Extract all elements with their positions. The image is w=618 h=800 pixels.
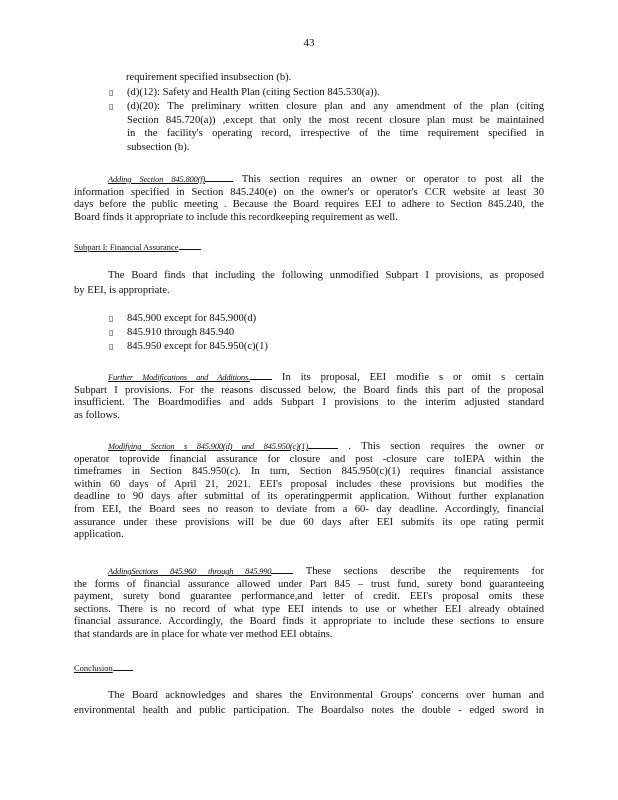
text-line: Board finds it appropriate to include this recordkeeping requirement as well. xyxy=(74,211,398,223)
text-line: insufficient. The Boardmodifies and adds Subpart I provisions to the interim adjusted standard xyxy=(74,397,544,409)
section-heading: Adding Section 845.800(f) xyxy=(108,174,206,184)
text-line: 845.950 except for 845.950(c)(1) xyxy=(127,341,268,352)
text-line: environmental health and public participation. The Boardalso notes the double - edged sword in xyxy=(74,704,544,716)
bullet-item xyxy=(109,87,544,100)
text-line: The Board acknowledges and shares the Environmental Groups' concerns over human and xyxy=(108,690,544,701)
text-line: 845.910 through 845.940 xyxy=(127,327,235,338)
underline-rule xyxy=(308,448,338,449)
section-heading: AddingSections 845.960 through 845.990 xyxy=(108,566,272,576)
page-number: 43 xyxy=(303,37,315,49)
carryover-line xyxy=(126,72,546,85)
subpart-heading: Subpart I: Financial Assurance xyxy=(74,242,179,252)
underline-rule xyxy=(113,670,133,671)
text-line: in the facility's operating record, irrespective of the time requirement specified in xyxy=(127,128,544,140)
text-line: payment, surety bond guarantee performance,and letter of credit. EEI's proposal omits these xyxy=(74,591,544,603)
text-line: Subpart I provisions. For the reasons discussed below, the Board finds this part of the proposal xyxy=(74,384,544,396)
bullet-item xyxy=(109,101,544,154)
text-line: the forms of financial assurance allowed under Part 845 – trust fund, surety bond guaranteeing xyxy=(74,578,544,590)
text-line: subsection (b). xyxy=(127,141,190,153)
text-line: by EEI, is appropriate. xyxy=(74,284,170,296)
text-line: This section requires an owner or operator to post all the xyxy=(241,174,544,185)
underline-rule xyxy=(179,249,201,250)
text-line: The Board finds that including the following unmodified Subpart I provisions, as proposed xyxy=(108,270,544,281)
text-line: as follows. xyxy=(74,409,120,421)
text-line: . This section requires the owner or xyxy=(348,441,544,452)
text-line: These sections describe the requirements for xyxy=(305,566,544,577)
conclusion-heading: Conclusion xyxy=(74,663,113,673)
section-heading: Further Modifications and Additions. xyxy=(108,372,250,382)
subpart-i-paragraph xyxy=(74,270,544,297)
text-line: days before the public meeting . Because the Board requires EEI to adhere to Section 845.240, the xyxy=(74,199,544,211)
conclusion-paragraph xyxy=(74,690,544,717)
conclusion-heading-row xyxy=(74,662,544,676)
text-line: within 60 days of April 21, 2021. EEI's proposal includes these provisions but modifies the xyxy=(74,478,544,490)
square-bullet-icon: ▯ xyxy=(109,102,114,111)
text-line: sections. There is no record of what type EEI intends to use or whether EEI already obtained xyxy=(74,603,544,615)
bullet-item xyxy=(109,327,234,340)
adding-845-960-paragraph xyxy=(74,565,544,642)
square-bullet-icon: ▯ xyxy=(109,88,114,97)
text-line: deadline to 90 days after submittal of its operatingpermit application. Without further explanation xyxy=(74,491,544,503)
text-line: In its proposal, EEI modifie s or omit s certain xyxy=(281,372,544,383)
text-line: requirement specified insubsection (b). xyxy=(126,72,292,83)
text-line: assurance under these provisions will be due 60 days after EEI submits its ope rating permit xyxy=(74,516,544,528)
text-line: timeframes in Section 845.950(c). In turn, Section 845.950(c)(1) requires financial assistance xyxy=(74,466,544,478)
section-845-800-paragraph xyxy=(74,173,544,224)
further-modifications-paragraph xyxy=(74,371,544,422)
text-line: operator toprovide financial assurance for closure and post -closure care toIEPA within the xyxy=(74,453,544,465)
square-bullet-icon: ▯ xyxy=(109,314,114,323)
text-line: 845.900 except for 845.900(d) xyxy=(127,313,257,324)
text-line: from EEI, the Board sees no reason to deviate from a 60- day deadline. Accordingly, financial xyxy=(74,503,544,515)
section-heading: Modifying Section s 845.900(d) and 845.950(c)(1) xyxy=(108,441,308,451)
text-line: information specified in Section 845.240(e) on the owner's or operator's CCR website at least 30 xyxy=(74,186,544,198)
subpart-i-heading-row xyxy=(74,241,544,255)
underline-rule xyxy=(205,181,233,182)
underline-rule xyxy=(250,379,272,380)
square-bullet-icon: ▯ xyxy=(109,342,114,351)
underline-rule xyxy=(271,573,293,574)
text-line: (d)(20): The preliminary written closure plan and any amendment of the plan (citing xyxy=(127,101,544,112)
text-line: Section 845.720(a)) ,except that only the most recent closure plan must be maintained xyxy=(127,114,544,126)
text-line: application. xyxy=(74,529,124,541)
text-line: that standards are in place for whate ver method EEI obtains. xyxy=(74,628,333,640)
bullet-item xyxy=(109,313,256,326)
bullet-item xyxy=(109,341,268,354)
text-line: financial assurance. Accordingly, the Board finds it appropriate to include these sections to ensure xyxy=(74,616,544,628)
modifying-845-900-paragraph xyxy=(74,440,544,542)
text-line: (d)(12): Safety and Health Plan (citing Section 845.530(a)). xyxy=(127,87,380,98)
square-bullet-icon: ▯ xyxy=(109,328,114,337)
